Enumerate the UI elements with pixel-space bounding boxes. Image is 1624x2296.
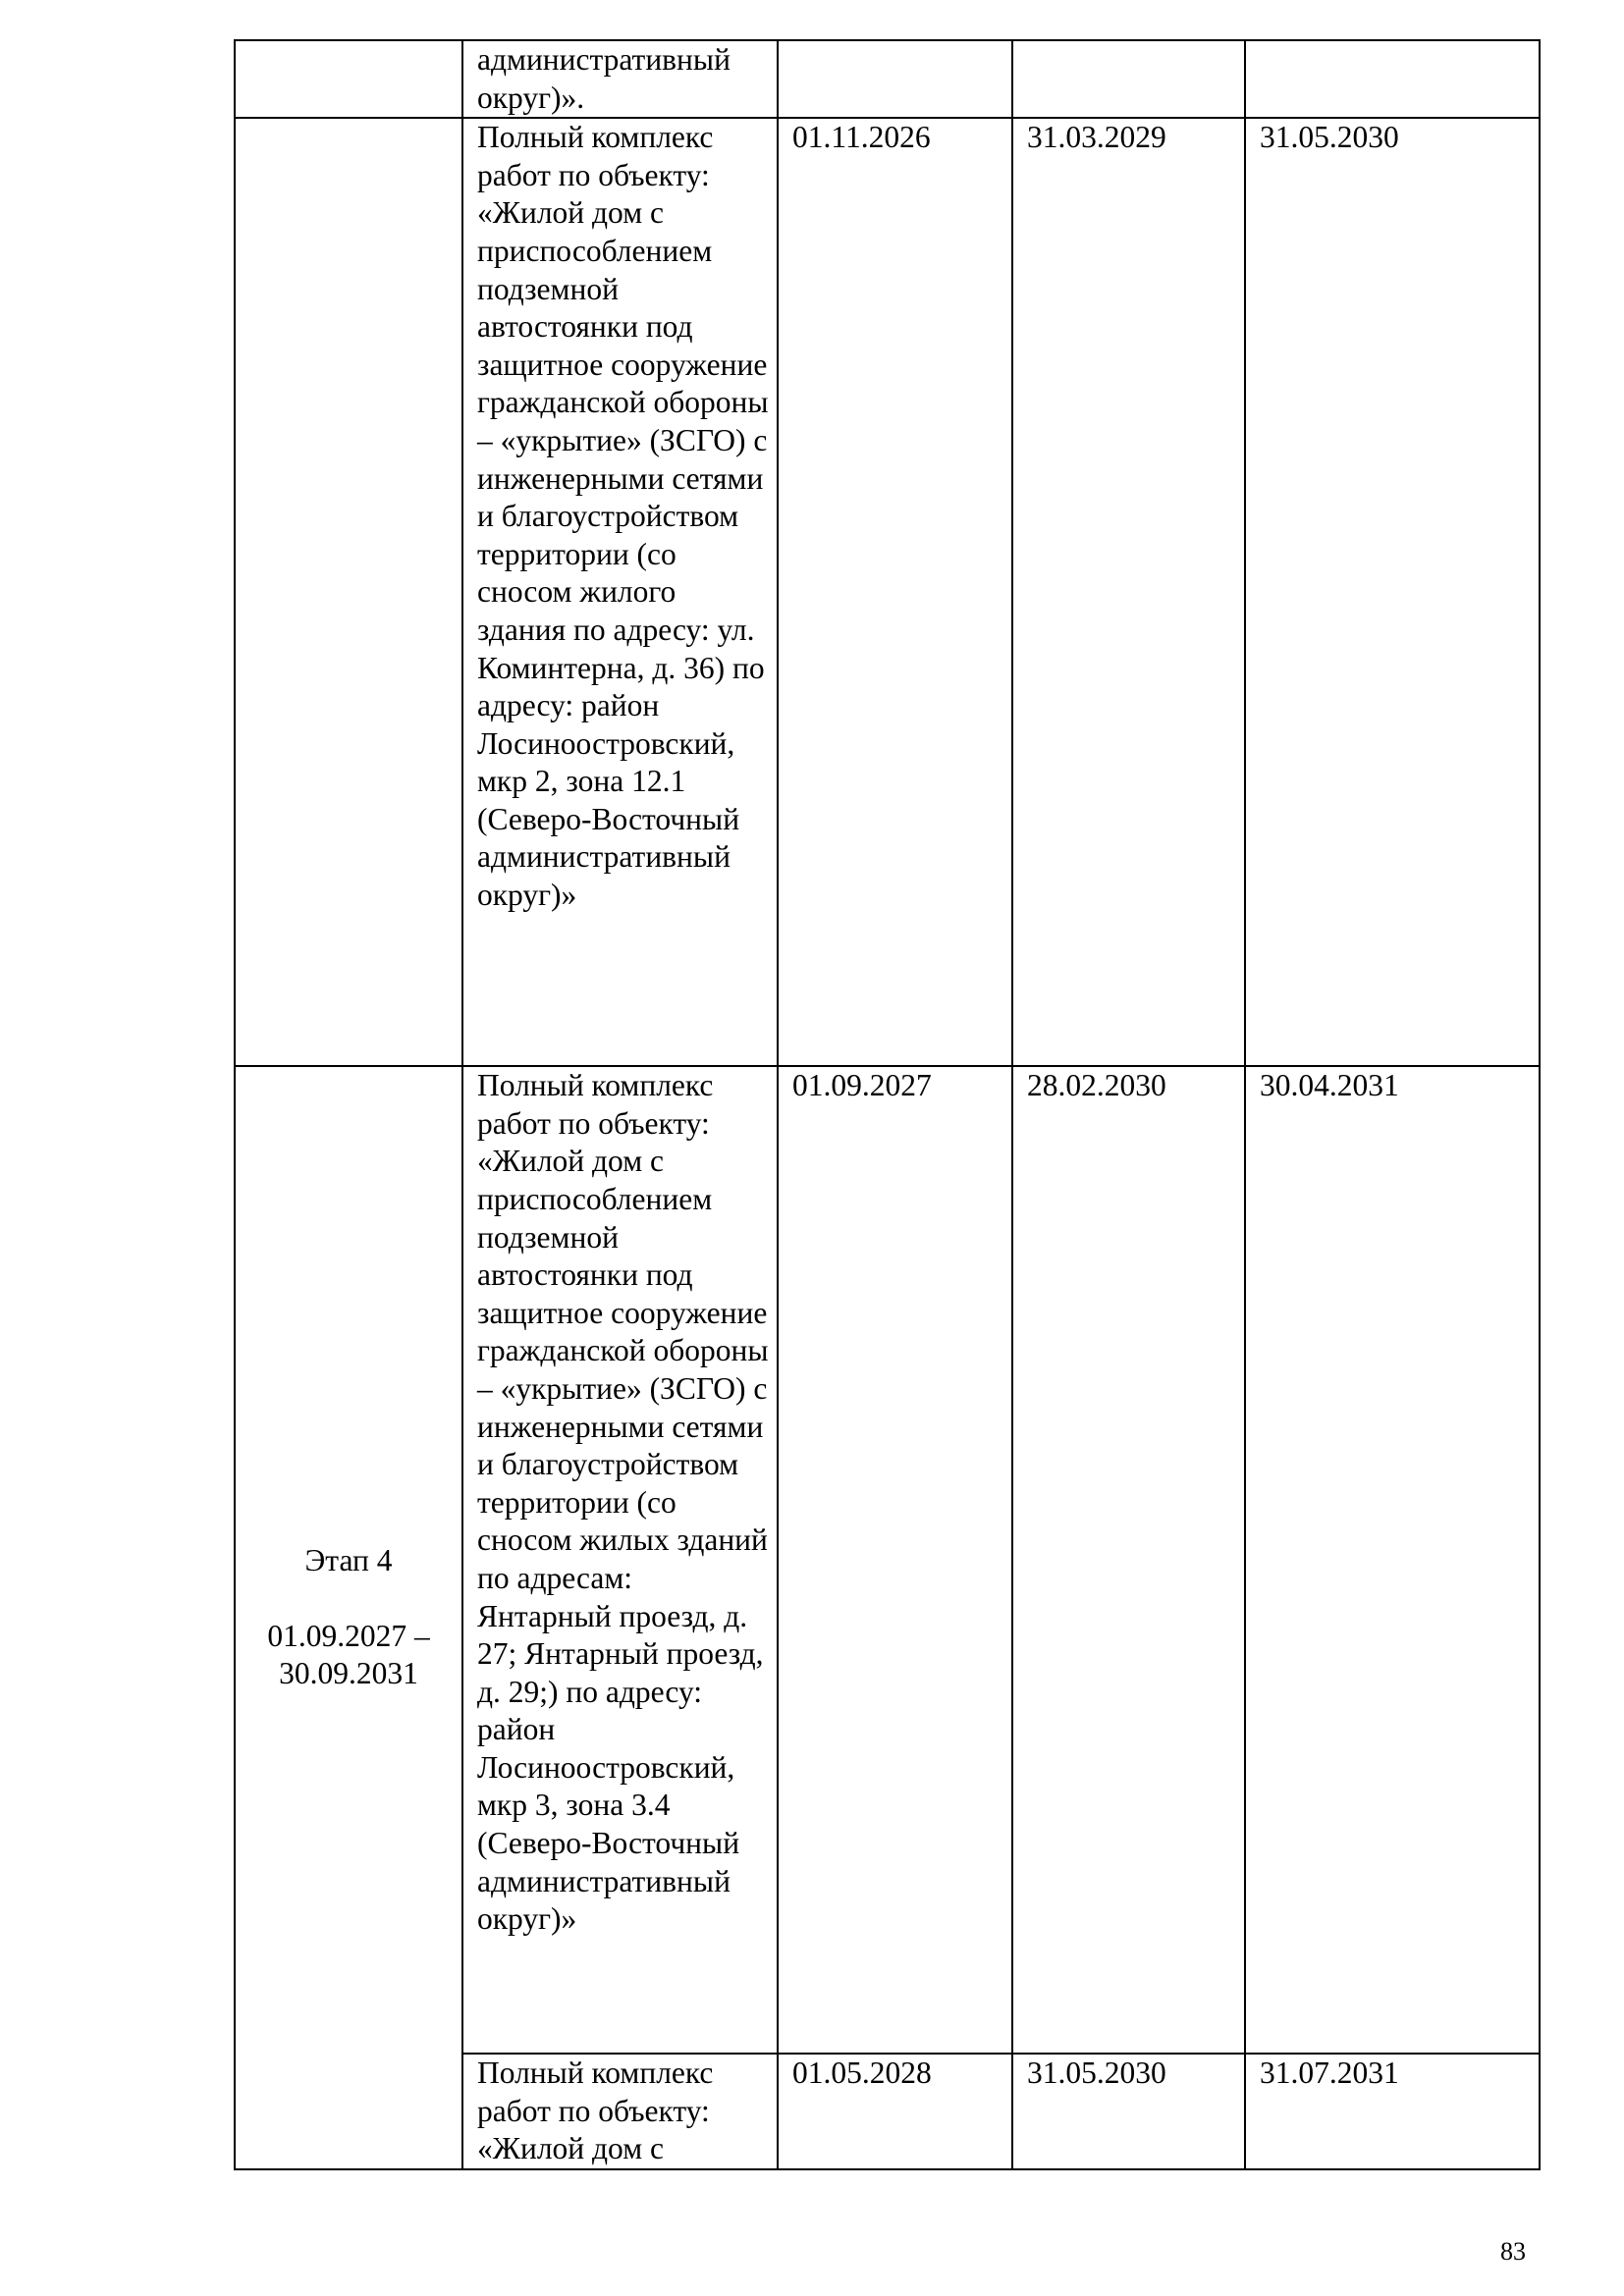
table-row (235, 118, 1540, 1066)
page-number: 83 (1500, 2237, 1526, 2266)
construction-schedule-table (234, 39, 1541, 2170)
stage-name: Этап 4 (304, 1543, 393, 1578)
start-date-cell (778, 40, 1012, 118)
start-date-cell: 01.05.2028 (778, 2054, 1012, 2169)
start-date-cell: 01.11.2026 (778, 118, 1012, 1066)
table-row (235, 40, 1540, 118)
end-date-cell: 31.03.2029 (1012, 118, 1245, 1066)
commissioning-date-cell: 31.07.2031 (1245, 2054, 1540, 2169)
end-date-cell: 31.05.2030 (1012, 2054, 1245, 2169)
stage-date-range: 01.09.2027 – 30.09.2031 (267, 1618, 430, 1691)
work-description-cell: Полный комплекс работ по объекту: «Жилой дом с (462, 2054, 778, 2169)
commissioning-date-cell: 31.05.2030 (1245, 118, 1540, 1066)
stage-cell (235, 1066, 462, 2169)
commissioning-date-cell: 30.04.2031 (1245, 1066, 1540, 2054)
work-description-cell: Полный комплекс работ по объекту: «Жилой дом с приспособлением подземной автостоянки под защитное сооружение гражданской обороны – «укрытие» (ЗСГО) с инженерными сетями и благоустройством территории (со сносом жилых зданий по адресам: Янтарный проезд, д. 27; Янтарный проезд, д. 29;) по адресу: район Лосиноостровский, мкр 3, зона 3.4 (Северо-Восточный административный округ)» (462, 1066, 778, 2054)
stage-cell-empty (235, 40, 462, 118)
start-date-cell: 01.09.2027 (778, 1066, 1012, 2054)
stage-cell-empty (235, 118, 462, 1066)
end-date-cell (1012, 40, 1245, 118)
end-date-cell: 28.02.2030 (1012, 1066, 1245, 2054)
table-row (235, 1066, 1540, 2054)
work-description-cell: Полный комплекс работ по объекту: «Жилой дом с приспособлением подземной автостоянки под защитное сооружение гражданской обороны – «укрытие» (ЗСГО) с инженерными сетями и благоустройством территории (со сносом жилого здания по адресу: ул. Коминтерна, д. 36) по адресу: район Лосиноостровский, мкр 2, зона 12.1 (Северо-Восточный административный округ)» (462, 118, 778, 1066)
work-description-cell: административный округ)». (462, 40, 778, 118)
commissioning-date-cell (1245, 40, 1540, 118)
